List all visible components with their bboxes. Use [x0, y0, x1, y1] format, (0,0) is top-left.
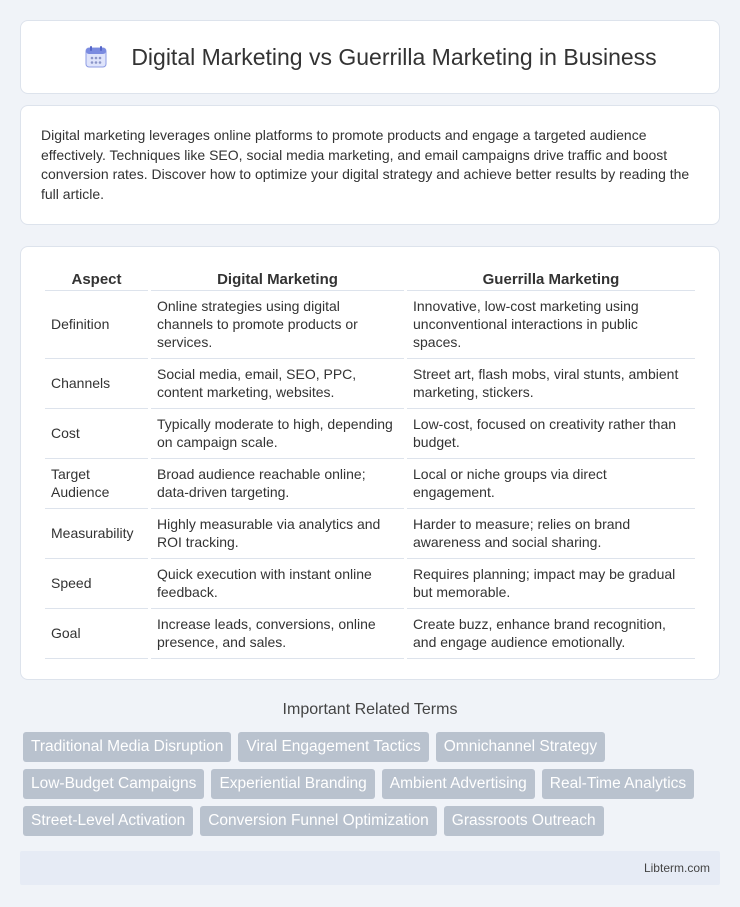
related-term-tag[interactable]: Experiential Branding: [211, 769, 374, 799]
aspect-cell: Measurability: [45, 509, 148, 559]
calendar-icon: [83, 44, 109, 70]
table-row: [45, 459, 695, 509]
table-row: [45, 359, 695, 409]
guerrilla-cell: Create buzz, enhance brand recognition, and engage audience emotionally.: [407, 609, 695, 659]
guerrilla-cell: Low-cost, focused on creativity rather than budget.: [407, 409, 695, 459]
related-terms-title: Important Related Terms: [282, 701, 458, 718]
table-row: [45, 409, 695, 459]
aspect-cell: Speed: [45, 559, 148, 609]
table-row: [45, 509, 695, 559]
related-term-tag[interactable]: Low-Budget Campaigns: [23, 769, 204, 799]
table-row: [45, 609, 695, 659]
digital-cell: Quick execution with instant online feedback.: [151, 559, 404, 609]
intro-text: Digital marketing leverages online platforms to promote products and engage a targeted audience effectively. Techniques like SEO, social media marketing, and email campaigns drive traffic and boost conversion rates. Discover how to optimize your digital strategy and achieve better results by reading the full article.: [41, 127, 690, 202]
related-terms-section: [20, 701, 720, 836]
title-card: [20, 20, 720, 94]
digital-cell: Social media, email, SEO, PPC, content marketing, websites.: [151, 359, 404, 409]
header-aspect: Aspect: [45, 267, 148, 291]
digital-cell: Broad audience reachable online; data-driven targeting.: [151, 459, 404, 509]
guerrilla-cell: Requires planning; impact may be gradual but memorable.: [407, 559, 695, 609]
related-terms-tags: [20, 732, 720, 836]
aspect-cell: Cost: [45, 409, 148, 459]
comparison-table: [42, 267, 698, 659]
intro-card: [20, 105, 720, 225]
footer: [20, 851, 720, 885]
guerrilla-cell: Street art, flash mobs, viral stunts, ambient marketing, stickers.: [407, 359, 695, 409]
table-row: [45, 559, 695, 609]
digital-cell: Online strategies using digital channels to promote products or services.: [151, 291, 404, 359]
related-term-tag[interactable]: Grassroots Outreach: [444, 806, 604, 836]
digital-cell: Highly measurable via analytics and ROI tracking.: [151, 509, 404, 559]
related-term-tag[interactable]: Ambient Advertising: [382, 769, 535, 799]
table-header-row: [45, 267, 695, 291]
related-term-tag[interactable]: Street-Level Activation: [23, 806, 193, 836]
related-term-tag[interactable]: Real-Time Analytics: [542, 769, 694, 799]
page-title: Digital Marketing vs Guerrilla Marketing in Business: [131, 43, 657, 70]
related-term-tag[interactable]: Conversion Funnel Optimization: [200, 806, 437, 836]
guerrilla-cell: Harder to measure; relies on brand awareness and social sharing.: [407, 509, 695, 559]
comparison-table-card: [20, 246, 720, 680]
aspect-cell: Channels: [45, 359, 148, 409]
header-guerrilla-marketing: Guerrilla Marketing: [407, 267, 695, 291]
aspect-cell: Definition: [45, 291, 148, 359]
aspect-cell: Target Audience: [45, 459, 148, 509]
header-digital-marketing: Digital Marketing: [151, 267, 404, 291]
guerrilla-cell: Innovative, low-cost marketing using unconventional interactions in public spaces.: [407, 291, 695, 359]
guerrilla-cell: Local or niche groups via direct engagement.: [407, 459, 695, 509]
related-term-tag[interactable]: Traditional Media Disruption: [23, 732, 231, 762]
digital-cell: Typically moderate to high, depending on campaign scale.: [151, 409, 404, 459]
table-row: [45, 291, 695, 359]
footer-site-link[interactable]: Libterm.com: [643, 861, 710, 875]
related-term-tag[interactable]: Viral Engagement Tactics: [238, 732, 428, 762]
aspect-cell: Goal: [45, 609, 148, 659]
digital-cell: Increase leads, conversions, online presence, and sales.: [151, 609, 404, 659]
related-term-tag[interactable]: Omnichannel Strategy: [436, 732, 605, 762]
